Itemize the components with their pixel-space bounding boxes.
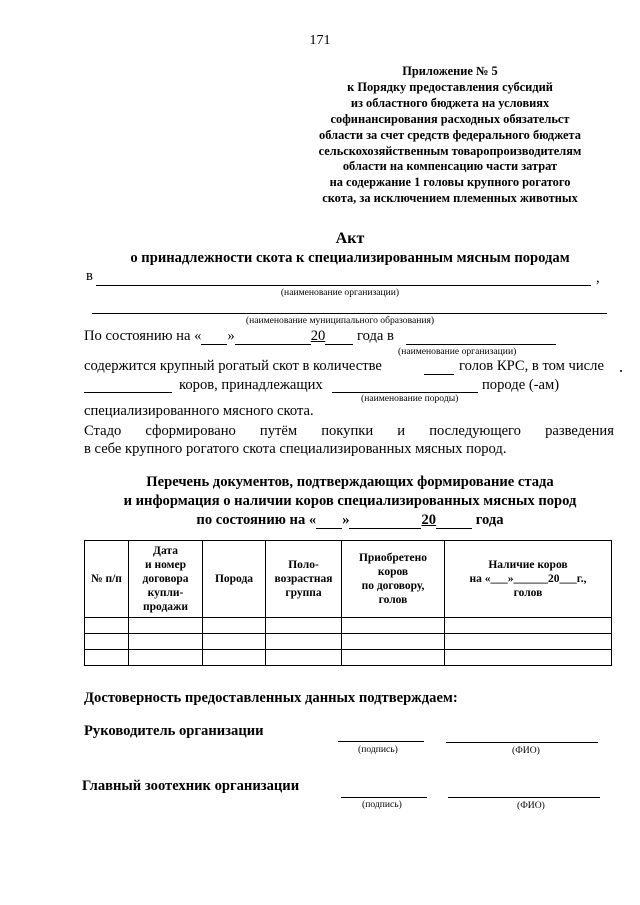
appendix-line: на содержание 1 головы крупного рогатого — [329, 175, 571, 190]
caption-organization-2: (наименование организации) — [398, 346, 517, 357]
table-cell[interactable] — [203, 634, 266, 650]
in-prefix: в — [86, 268, 93, 284]
organization-blank — [96, 285, 591, 286]
heads-blank — [424, 374, 454, 375]
documents-table — [84, 540, 612, 666]
table-row — [85, 634, 612, 650]
table-row — [85, 650, 612, 666]
table-cell[interactable] — [129, 618, 203, 634]
caption-breed: (наименование породы) — [361, 393, 459, 404]
herd-line-2: в себе крупного рогатого скота специализированных мясных пород. — [84, 441, 507, 457]
table-cell[interactable] — [445, 618, 612, 634]
contains-text: содержится крупный рогатый скот в количестве — [84, 358, 382, 374]
cows-count-blank — [84, 392, 172, 393]
section-title-line-1: Перечень документов, подтверждающих формирование стада — [146, 474, 554, 490]
signature-caption: (подпись) — [358, 744, 398, 755]
as-of-prefix: По состоянию на « — [84, 328, 202, 344]
herd-line-1 — [84, 423, 614, 440]
fio-line[interactable] — [448, 797, 600, 798]
herd-word: путём — [259, 423, 298, 439]
section-title-line-3 — [0, 511, 640, 529]
section-year: 20 — [421, 512, 437, 528]
cows-text: коров, принадлежащих — [179, 377, 323, 393]
section-date-suffix: года — [475, 512, 504, 528]
table-header-row — [85, 541, 612, 618]
herd-word: Стадо — [84, 423, 122, 439]
fio-caption: (ФИО) — [517, 800, 545, 811]
organization-blank-2 — [406, 344, 556, 345]
table-header-cell: Наличие коров на «___»______20___г., голов — [445, 541, 612, 618]
page-number: 171 — [309, 33, 331, 48]
municipal-blank — [92, 313, 607, 314]
table-cell[interactable] — [342, 650, 445, 666]
table-cell[interactable] — [85, 650, 129, 666]
appendix-line: софинансирования расходных обязательст — [330, 111, 570, 126]
table-cell[interactable] — [445, 650, 612, 666]
fio-line[interactable] — [446, 742, 598, 743]
table-cell[interactable] — [85, 634, 129, 650]
caption-organization: (наименование организации) — [280, 287, 400, 298]
table-cell[interactable] — [129, 634, 203, 650]
table-cell[interactable] — [266, 618, 342, 634]
table-header-cell: Поло- возрастная группа — [266, 541, 342, 618]
herd-word: покупки — [321, 423, 374, 439]
breed-suffix: породе (-ам) — [482, 377, 560, 393]
signatory-role: Руководитель организации — [84, 723, 264, 739]
caption-municipal: (наименование муниципального образования) — [245, 315, 435, 326]
special-text: специализированного мясного скота. — [84, 403, 314, 419]
heads-text: голов КРС, в том числе — [459, 358, 604, 374]
herd-word: разведения — [545, 423, 614, 439]
appendix-line: области за счет средств федерального бюджета — [319, 127, 581, 142]
as-of-mid: » — [227, 328, 235, 344]
signature-caption: (подпись) — [362, 799, 402, 810]
as-of-line — [84, 327, 394, 345]
table-cell[interactable] — [85, 618, 129, 634]
section-title-line-2: и информация о наличии коров специализированных мясных пород — [123, 493, 577, 509]
table-cell[interactable] — [266, 650, 342, 666]
section-month-blank — [349, 511, 421, 529]
month-blank — [235, 327, 311, 345]
appendix-line: Приложение № 5 — [402, 64, 498, 78]
section-date-mid: » — [342, 512, 350, 528]
herd-word: сформировано — [145, 423, 236, 439]
table-cell[interactable] — [266, 634, 342, 650]
appendix-header — [250, 64, 640, 207]
appendix-line: к Порядку предоставления субсидий — [347, 79, 553, 94]
table-cell[interactable] — [203, 650, 266, 666]
in-suffix-comma: , — [596, 270, 600, 286]
confirm-text: Достоверность предоставленных данных подтверждаем: — [84, 690, 458, 706]
table-header-cell: Приобретено коров по договору, голов — [342, 541, 445, 618]
table-header-cell: Порода — [203, 541, 266, 618]
table-cell[interactable] — [342, 618, 445, 634]
table-header-cell: Дата и номер договора купли- продажи — [129, 541, 203, 618]
section-year-blank — [436, 511, 472, 529]
as-of-suffix: года в — [356, 328, 394, 344]
section-day-blank — [316, 511, 342, 529]
appendix-line: области на компенсацию части затрат — [342, 159, 558, 174]
signatory-role: Главный зоотехник организации — [82, 778, 300, 794]
as-of-year: 20 — [310, 328, 326, 344]
herd-word: последующего — [429, 423, 521, 439]
fio-caption: (ФИО) — [512, 745, 540, 756]
table-cell[interactable] — [129, 650, 203, 666]
signature-line[interactable] — [338, 741, 424, 742]
act-title: Акт — [335, 230, 365, 247]
signature-line[interactable] — [341, 797, 427, 798]
table-cell[interactable] — [342, 634, 445, 650]
day-blank — [201, 327, 227, 345]
table-cell[interactable] — [203, 618, 266, 634]
appendix-line: из областного бюджета на условиях — [350, 95, 550, 110]
table-header-cell: № п/п — [85, 541, 129, 618]
appendix-line: скота, за исключением племенных животных — [322, 191, 578, 206]
table-row — [85, 618, 612, 634]
herd-word: и — [397, 423, 406, 439]
stray-dot — [620, 370, 622, 372]
act-subtitle: о принадлежности скота к специализированным мясным породам — [130, 250, 570, 266]
section-date-prefix: по состоянию на « — [196, 512, 317, 528]
table-cell[interactable] — [445, 634, 612, 650]
year-blank — [325, 327, 353, 345]
appendix-line: сельскохозяйственным товаропроизводителям — [318, 143, 582, 158]
